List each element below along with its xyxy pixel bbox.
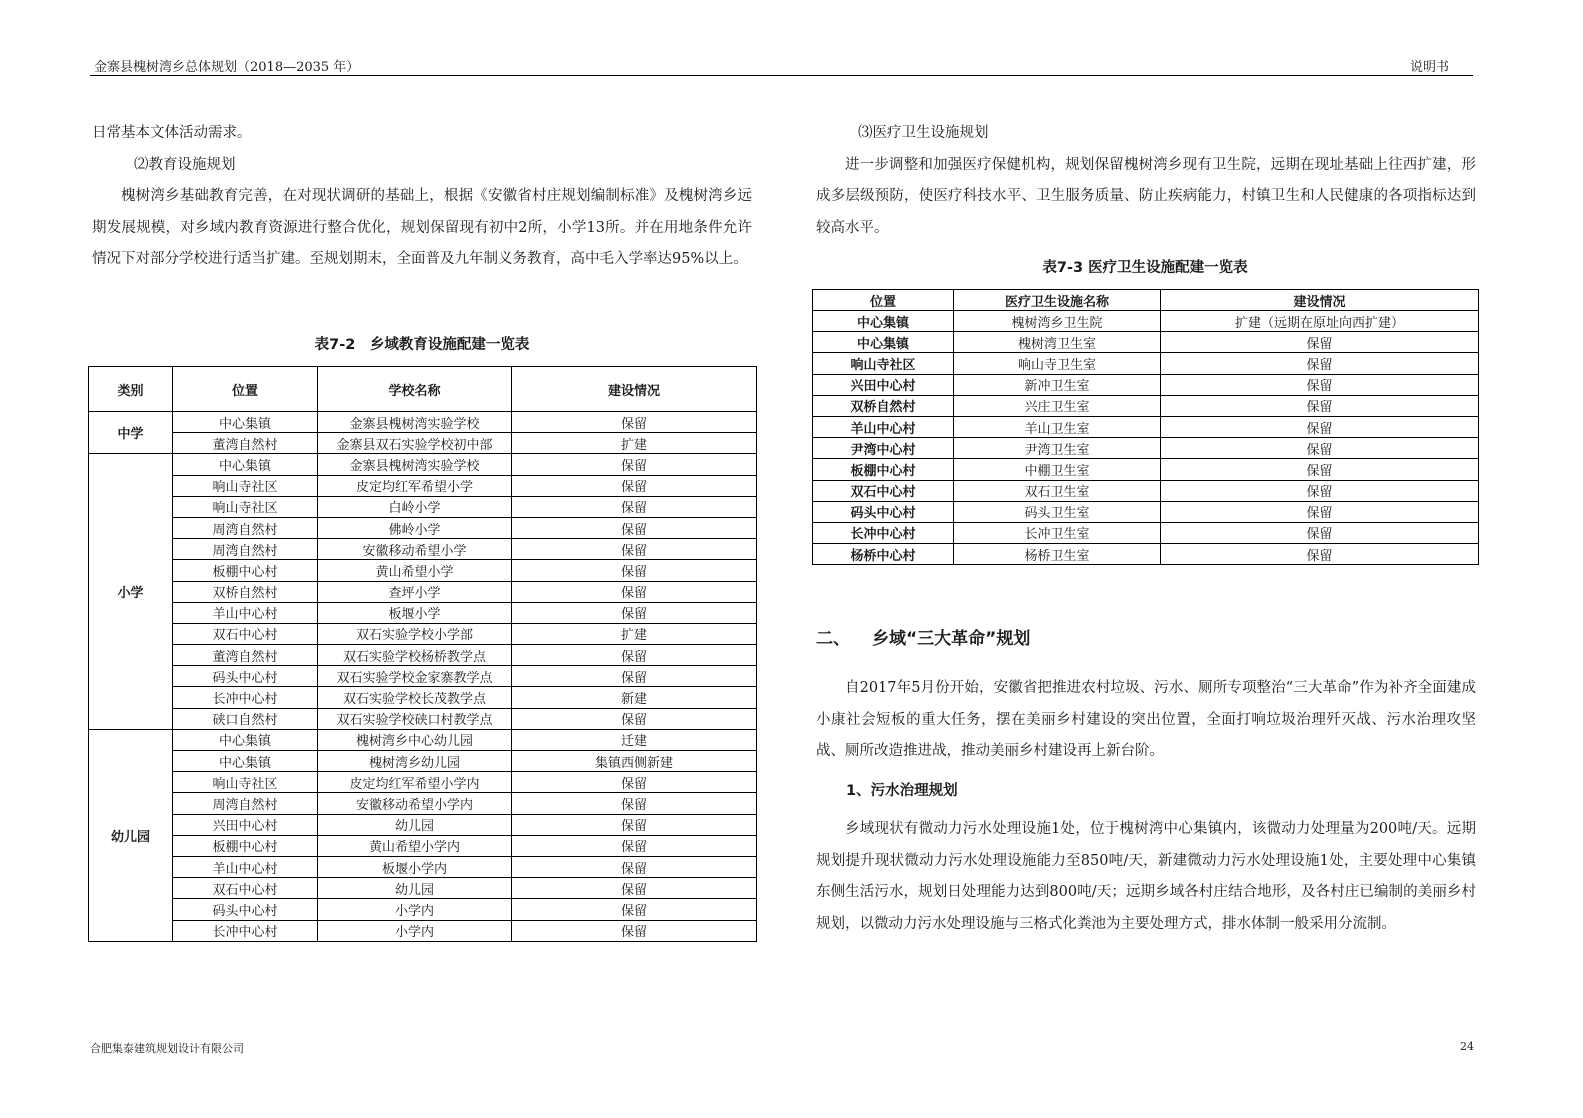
education-table <box>88 366 757 942</box>
table-cell: 佛岭小学 <box>318 517 512 538</box>
table-row <box>813 332 1479 353</box>
education-paragraph: 槐树湾乡基础教育完善，在对现状调研的基础上，根据《安徽省村庄规划编制标准》及槐树湾乡远期发展规模，对乡域内教育资源进行整合优化，规划保留现有初中2所，小学13所。并在用地条件允许情况下对部分学校进行适当扩建。至规划期末，全面普及九年制义务教育，高中毛入学率达95%以上。 <box>92 188 752 267</box>
table-cell: 小学内 <box>318 899 512 920</box>
table-cell: 响山寺社区 <box>173 475 318 496</box>
table-row <box>89 835 757 856</box>
table-cell: 杨桥中心村 <box>813 544 954 565</box>
table-cell: 双石实验学校杨桥教学点 <box>318 645 512 666</box>
table-cell: 保留 <box>512 517 757 538</box>
table-cell: 槐树湾乡中心幼儿园 <box>318 729 512 750</box>
table-cell: 保留 <box>512 645 757 666</box>
sewage-heading: 1、污水治理规划 <box>846 783 958 799</box>
table-row <box>813 459 1479 480</box>
table-cell: 保留 <box>512 496 757 517</box>
table-row <box>89 433 757 454</box>
table-cell: 码头中心村 <box>173 899 318 920</box>
right-column <box>816 118 1476 244</box>
table-cell: 长冲中心村 <box>173 920 318 941</box>
table-row <box>89 475 757 496</box>
table-cell: 保留 <box>512 475 757 496</box>
table-cell: 董湾自然村 <box>173 645 318 666</box>
table-cell: 保留 <box>1161 501 1479 522</box>
table-cell: 兴庄卫生室 <box>954 395 1161 416</box>
table-cell: 中心集镇 <box>813 311 954 332</box>
table-cell: 保留 <box>512 412 757 433</box>
table-cell: 板棚中心村 <box>173 835 318 856</box>
education-table-header <box>89 367 757 412</box>
table-cell: 保留 <box>1161 332 1479 353</box>
table-row <box>89 814 757 835</box>
table-cell: 中心集镇 <box>173 729 318 750</box>
table-row <box>89 602 757 623</box>
table-cell: 保留 <box>1161 544 1479 565</box>
table-cell: 硖口自然村 <box>173 708 318 729</box>
table-row <box>89 708 757 729</box>
table-cell: 保留 <box>512 878 757 899</box>
table-cell: 尹湾卫生室 <box>954 438 1161 459</box>
table-cell: 羊山中心村 <box>813 416 954 437</box>
category-cell: 幼儿园 <box>89 729 173 941</box>
table-cell: 双桥自然村 <box>173 581 318 602</box>
table-cell: 板堰小学 <box>318 602 512 623</box>
table-cell: 董湾自然村 <box>173 433 318 454</box>
table-cell: 保留 <box>512 899 757 920</box>
table-row <box>89 539 757 560</box>
table-cell: 保留 <box>512 856 757 877</box>
table-cell: 长冲卫生室 <box>954 522 1161 543</box>
table-cell: 金寨县槐树湾实验学校 <box>318 412 512 433</box>
table-cell: 保留 <box>1161 480 1479 501</box>
table-cell: 双石实验学校金家寨教学点 <box>318 666 512 687</box>
table-cell: 双石实验学校硖口村教学点 <box>318 708 512 729</box>
table-cell: 码头中心村 <box>173 666 318 687</box>
table-cell: 白岭小学 <box>318 496 512 517</box>
table-cell: 集镇西侧新建 <box>512 751 757 772</box>
column-header: 建设情况 <box>1161 290 1479 311</box>
table-row <box>89 729 757 750</box>
medical-table-caption: 表7-3 医疗卫生设施配建一览表 <box>1042 260 1248 276</box>
category-cell: 中学 <box>89 412 173 454</box>
table-cell: 槐树湾乡卫生院 <box>954 311 1161 332</box>
table-cell: 双石中心村 <box>173 623 318 644</box>
table-cell: 保留 <box>512 560 757 581</box>
education-table-caption: 表7-2 乡域教育设施配建一览表 <box>314 337 530 353</box>
table-cell: 保留 <box>512 602 757 623</box>
table-row <box>813 416 1479 437</box>
medical-table <box>812 289 1479 565</box>
table-row <box>813 374 1479 395</box>
table-cell: 周湾自然村 <box>173 793 318 814</box>
table-cell: 幼儿园 <box>318 814 512 835</box>
table-cell: 保留 <box>1161 459 1479 480</box>
table-cell: 新建 <box>512 687 757 708</box>
table-cell: 码头卫生室 <box>954 501 1161 522</box>
table-cell: 保留 <box>512 793 757 814</box>
table-cell: 保留 <box>1161 395 1479 416</box>
category-cell: 小学 <box>89 454 173 729</box>
table-cell: 保留 <box>1161 438 1479 459</box>
table-row <box>813 480 1479 501</box>
table-cell: 板棚中心村 <box>813 459 954 480</box>
column-header: 医疗卫生设施名称 <box>954 290 1161 311</box>
table-cell: 幼儿园 <box>318 878 512 899</box>
table-cell: 皮定均红军希望小学内 <box>318 772 512 793</box>
table-cell: 中心集镇 <box>173 454 318 475</box>
table-cell: 保留 <box>1161 353 1479 374</box>
table-cell: 黄山希望小学内 <box>318 835 512 856</box>
table-cell: 保留 <box>512 814 757 835</box>
paragraph-culture-end: 日常基本文体活动需求。 <box>92 125 252 141</box>
table-row <box>89 793 757 814</box>
table-cell: 安徽移动希望小学内 <box>318 793 512 814</box>
table-row <box>89 560 757 581</box>
table-row <box>813 522 1479 543</box>
column-header: 类别 <box>89 367 173 412</box>
table-row <box>89 454 757 475</box>
table-row <box>89 878 757 899</box>
table-cell: 尹湾中心村 <box>813 438 954 459</box>
table-row <box>813 438 1479 459</box>
table-cell: 新冲卫生室 <box>954 374 1161 395</box>
table-cell: 保留 <box>512 772 757 793</box>
table-row <box>89 581 757 602</box>
table-cell: 码头中心村 <box>813 501 954 522</box>
table-cell: 长冲中心村 <box>813 522 954 543</box>
table-row <box>89 645 757 666</box>
table-cell: 兴田中心村 <box>173 814 318 835</box>
table-row <box>813 544 1479 565</box>
column-header: 位置 <box>813 290 954 311</box>
table-cell: 双石卫生室 <box>954 480 1161 501</box>
table-cell: 迁建 <box>512 729 757 750</box>
column-header: 建设情况 <box>512 367 757 412</box>
sewage-block <box>816 814 1476 940</box>
table-cell: 响山寺社区 <box>173 496 318 517</box>
table-cell: 保留 <box>1161 374 1479 395</box>
table-cell: 皮定均红军希望小学 <box>318 475 512 496</box>
table-row <box>89 412 757 433</box>
table-cell: 杨桥卫生室 <box>954 544 1161 565</box>
table-cell: 羊山中心村 <box>173 602 318 623</box>
table-cell: 查坪小学 <box>318 581 512 602</box>
table-cell: 羊山中心村 <box>173 856 318 877</box>
table-row <box>89 666 757 687</box>
table-cell: 双石中心村 <box>813 480 954 501</box>
table-row <box>89 899 757 920</box>
table-row <box>89 856 757 877</box>
table-cell: 安徽移动希望小学 <box>318 539 512 560</box>
table-cell: 双石实验学校小学部 <box>318 623 512 644</box>
medical-paragraph: 进一步调整和加强医疗保健机构，规划保留槐树湾乡现有卫生院，远期在现址基础上往西扩建，形成多层级预防，使医疗科技水平、卫生服务质量、防止疾病能力，村镇卫生和人民健康的各项指标达到较高水平。 <box>816 156 1476 236</box>
table-row <box>89 772 757 793</box>
table-cell: 保留 <box>512 539 757 560</box>
table-cell: 板棚中心村 <box>173 560 318 581</box>
table-row <box>813 501 1479 522</box>
table-cell: 保留 <box>512 581 757 602</box>
table-cell: 扩建 <box>512 623 757 644</box>
header-rule <box>90 75 1473 76</box>
table-cell: 中心集镇 <box>813 332 954 353</box>
header-title: 金寨县槐树湾乡总体规划（2018—2035 年） <box>94 60 360 75</box>
education-heading: ⑵教育设施规划 <box>134 156 236 173</box>
section-title: 乡域“三大革命”规划 <box>872 629 1031 649</box>
table-cell: 扩建（远期在原址向西扩建） <box>1161 311 1479 332</box>
table-cell: 保留 <box>512 920 757 941</box>
table-cell: 兴田中心村 <box>813 374 954 395</box>
header-doc-type: 说明书 <box>1410 60 1450 75</box>
table-cell: 中心集镇 <box>173 412 318 433</box>
footer-company: 合肥集泰建筑规划设计有限公司 <box>90 1042 244 1055</box>
table-cell: 扩建 <box>512 433 757 454</box>
table-cell: 双桥自然村 <box>813 395 954 416</box>
revolution-paragraph: 自2017年5月份开始，安徽省把推进农村垃圾、污水、厕所专项整治“三大革命”作为补齐全面建成小康社会短板的重大任务，摆在美丽乡村建设的突出位置，全面打响垃圾治理歼灭战、污水治理攻坚战、厕所改造推进战，推动美丽乡村建设再上新台阶。 <box>816 680 1476 759</box>
table-cell: 保留 <box>512 835 757 856</box>
table-row <box>89 517 757 538</box>
table-cell: 双石实验学校长茂教学点 <box>318 687 512 708</box>
table-cell: 金寨县槐树湾实验学校 <box>318 454 512 475</box>
table-cell: 黄山希望小学 <box>318 560 512 581</box>
table-cell: 中心集镇 <box>173 751 318 772</box>
table-cell: 保留 <box>1161 416 1479 437</box>
medical-heading: ⑶医疗卫生设施规划 <box>858 125 989 141</box>
table-cell: 保留 <box>1161 522 1479 543</box>
revolution-block <box>816 673 1476 768</box>
table-row <box>813 311 1479 332</box>
table-row <box>813 395 1479 416</box>
table-cell: 槐树湾乡幼儿园 <box>318 751 512 772</box>
section-number: 二、 <box>816 629 850 649</box>
table-cell: 板堰小学内 <box>318 856 512 877</box>
table-cell: 小学内 <box>318 920 512 941</box>
table-cell: 响山寺社区 <box>813 353 954 374</box>
table-cell: 槐树湾卫生室 <box>954 332 1161 353</box>
table-row <box>89 496 757 517</box>
footer-page-number: 24 <box>1460 1040 1474 1053</box>
sewage-paragraph: 乡域现状有微动力污水处理设施1处，位于槐树湾中心集镇内，该微动力处理量为200吨/天。远期规划提升现状微动力污水处理设施能力至850吨/天，新建微动力污水处理设施1处，主要处理中心集镇东侧生活污水，规划日处理能力达到800吨/天；远期乡域各村庄结合地形，及各村庄已编制的美丽乡村规划，以微动力污水处理设施与三格式化粪池为主要处理方式，排水体制一般采用分流制。 <box>816 821 1476 932</box>
table-cell: 中棚卫生室 <box>954 459 1161 480</box>
table-cell: 双石中心村 <box>173 878 318 899</box>
table-row <box>813 353 1479 374</box>
table-cell: 保留 <box>512 454 757 475</box>
table-row <box>89 687 757 708</box>
table-cell: 羊山卫生室 <box>954 416 1161 437</box>
table-row <box>89 920 757 941</box>
table-cell: 响山寺卫生室 <box>954 353 1161 374</box>
table-cell: 保留 <box>512 666 757 687</box>
table-cell: 长冲中心村 <box>173 687 318 708</box>
left-column <box>92 118 752 276</box>
column-header: 位置 <box>173 367 318 412</box>
table-cell: 周湾自然村 <box>173 539 318 560</box>
table-cell: 响山寺社区 <box>173 772 318 793</box>
medical-table-header <box>813 290 1479 311</box>
table-row <box>89 751 757 772</box>
column-header: 学校名称 <box>318 367 512 412</box>
table-row <box>89 623 757 644</box>
table-cell: 金寨县双石实验学校初中部 <box>318 433 512 454</box>
table-cell: 周湾自然村 <box>173 517 318 538</box>
table-cell: 保留 <box>512 708 757 729</box>
